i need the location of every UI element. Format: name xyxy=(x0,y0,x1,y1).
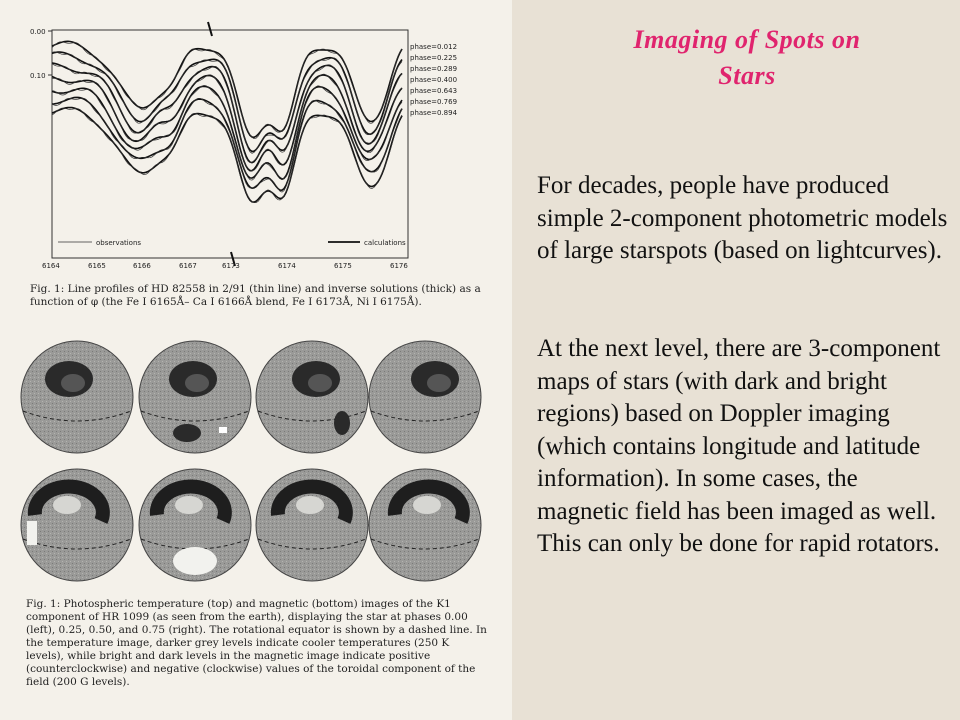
bright-field-patch xyxy=(27,521,37,545)
series-label: phase=0.643 xyxy=(410,87,458,95)
bright-field-patch xyxy=(173,547,217,575)
positive-field-patch xyxy=(175,496,203,514)
bright-spot xyxy=(219,427,227,433)
series-label: phase=0.225 xyxy=(410,54,458,62)
series-label: phase=0.289 xyxy=(410,65,458,73)
series-label: phase=0.012 xyxy=(410,43,458,51)
x-tick-label: 6174 xyxy=(278,262,296,270)
paragraph-2: At the next level, there are 3-component maps of stars (with dark and bright regions) based on Doppler imaging (which contains longitude and latitude information). In some cases, the magnetic field has been imaged as well. This can only be done for rapid rotators. xyxy=(537,335,941,557)
y-tick-label: 0.00 xyxy=(30,28,46,36)
spot-core xyxy=(308,374,332,392)
x-tick-label: 6175 xyxy=(334,262,352,270)
slide-title xyxy=(512,22,960,94)
series-label: phase=0.769 xyxy=(410,98,458,106)
map-magnetic-phase-0_75 xyxy=(369,469,481,581)
dark-spot xyxy=(334,411,350,435)
x-tick-label: 6167 xyxy=(179,262,197,270)
map-magnetic-phase-0_25 xyxy=(139,469,251,581)
y-tick-label: 0.10 xyxy=(30,72,46,80)
star-disk xyxy=(21,341,133,453)
map-temperature-phase-0_5 xyxy=(256,341,368,453)
axis-break-top xyxy=(208,22,212,36)
positive-field-patch xyxy=(413,496,441,514)
spot-core xyxy=(185,374,209,392)
title-line-2: Stars xyxy=(718,61,776,90)
map-magnetic-phase-0 xyxy=(21,469,133,581)
positive-field-patch xyxy=(296,496,324,514)
map-magnetic-phase-0_5 xyxy=(256,469,368,581)
stellar-maps xyxy=(20,335,490,595)
spot-core xyxy=(427,374,451,392)
series-label: phase=0.894 xyxy=(410,109,458,117)
legend-label: observations xyxy=(96,239,142,247)
figure1-caption: Fig. 1: Line profiles of HD 82558 in 2/91 (thin line) and inverse solutions (thick) as a function of φ (the Fe I 6165Å– Ca I 6166Å blend, Fe I 6173Å, Ni I 6175Å). xyxy=(30,283,481,308)
text-panel xyxy=(512,0,960,720)
map-temperature-phase-0 xyxy=(21,341,133,453)
paragraph-1: For decades, people have produced simple 2-component photometric models of large starspots (based on lightcurves). xyxy=(537,172,948,264)
x-tick-label: 6165 xyxy=(88,262,106,270)
legend-label: calculations xyxy=(364,239,406,247)
x-tick-label: 6173 xyxy=(222,262,240,270)
x-tick-label: 6164 xyxy=(42,262,60,270)
dark-spot xyxy=(173,424,201,442)
plot-frame xyxy=(52,30,408,258)
star-disk xyxy=(256,341,368,453)
map-temperature-phase-0_25 xyxy=(139,341,251,453)
x-tick-label: 6176 xyxy=(390,262,408,270)
map-temperature-phase-0_75 xyxy=(369,341,481,453)
star-disk xyxy=(369,341,481,453)
series-label: phase=0.400 xyxy=(410,76,458,84)
line-profile-chart xyxy=(26,20,504,280)
title-line-1: Imaging of Spots on xyxy=(633,25,861,54)
figure2-caption: Fig. 1: Photospheric temperature (top) and magnetic (bottom) images of the K1 component of HR 1099 (as seen from the earth), displaying the star at phases 0.00 (left), 0.25, 0.50, and 0.75 (right). The rotational equator is shown by a dashed line. In the temperature image, darker grey levels indicate cooler temperatures (250 K levels), while bright and dark levels in the magnetic image indicate positive (counterclockwise) and negative (clockwise) values of the toroidal component of the field (200 G levels). xyxy=(26,598,487,688)
x-tick-label: 6166 xyxy=(133,262,151,270)
spot-core xyxy=(61,374,85,392)
positive-field-patch xyxy=(53,496,81,514)
